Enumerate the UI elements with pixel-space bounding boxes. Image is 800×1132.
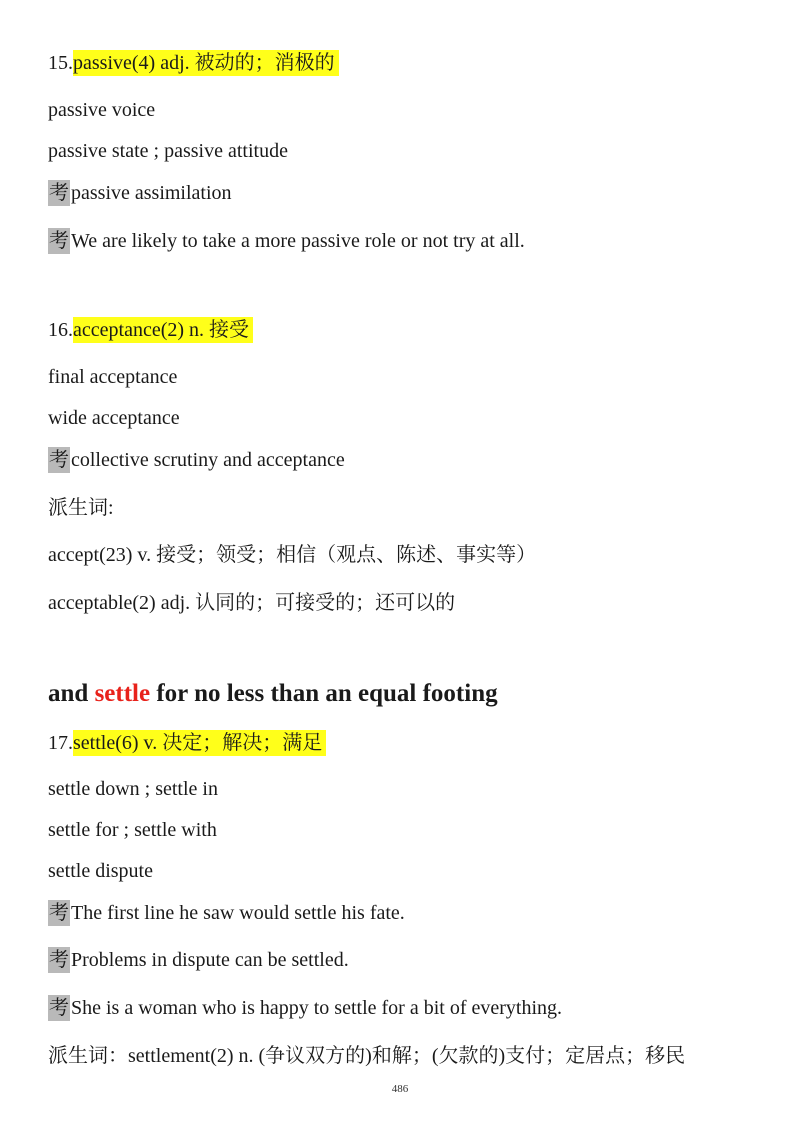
phrase-line: passive voice bbox=[48, 99, 156, 121]
exam-tag: 考 bbox=[49, 902, 69, 924]
phrase-line: passive state ; passive attitude bbox=[48, 140, 288, 162]
exam-text: We are likely to take a more passive role or not try at all. bbox=[71, 230, 525, 252]
exam-tag: 考 bbox=[49, 997, 69, 1019]
exam-tag: 考 bbox=[49, 230, 69, 252]
exam-example bbox=[48, 900, 405, 926]
exam-example bbox=[48, 447, 345, 473]
derivative-line: 派生词：settlement(2) n. (争议双方的)和解；(欠款的)支付；定居点；移民 bbox=[48, 1045, 686, 1067]
phrase-line: settle dispute bbox=[48, 860, 153, 882]
exam-tag: 考 bbox=[49, 182, 69, 204]
headword-highlight: acceptance(2) n. 接受 bbox=[73, 317, 253, 343]
page-number: 486 bbox=[391, 1083, 409, 1095]
entry-16-headword bbox=[48, 317, 253, 343]
phrase-line: settle down ; settle in bbox=[48, 778, 218, 800]
derivative-label: 派生词: bbox=[48, 497, 114, 519]
exam-text: The first line he saw would settle his fate. bbox=[71, 902, 405, 924]
exam-example bbox=[48, 180, 232, 206]
exam-example bbox=[48, 228, 525, 254]
exam-text: collective scrutiny and acceptance bbox=[71, 449, 345, 471]
exam-example bbox=[48, 995, 562, 1021]
exam-text: She is a woman who is happy to settle for a bit of everything. bbox=[71, 997, 563, 1019]
entry-number: 17. bbox=[48, 732, 73, 754]
entry-17-headword bbox=[48, 730, 326, 756]
entry-15-headword bbox=[48, 50, 339, 76]
phrase-line: wide acceptance bbox=[48, 407, 180, 429]
heading-before: and bbox=[48, 680, 95, 707]
section-heading bbox=[48, 678, 498, 710]
entry-number: 15. bbox=[48, 52, 73, 74]
exam-text: Problems in dispute can be settled. bbox=[71, 949, 349, 971]
heading-after: for no less than an equal footing bbox=[150, 680, 498, 707]
heading-keyword: settle bbox=[94, 680, 151, 707]
headword-highlight: settle(6) v. 决定；解决；满足 bbox=[73, 730, 326, 756]
headword-highlight: passive(4) adj. 被动的；消极的 bbox=[73, 50, 339, 76]
exam-example bbox=[48, 947, 349, 973]
phrase-line: settle for ; settle with bbox=[48, 819, 217, 841]
entry-number: 16. bbox=[48, 319, 73, 341]
exam-tag: 考 bbox=[49, 449, 69, 471]
derivative-line: accept(23) v. 接受；领受；相信（观点、陈述、事实等） bbox=[48, 544, 537, 566]
phrase-line: final acceptance bbox=[48, 366, 178, 388]
exam-text: passive assimilation bbox=[71, 182, 232, 204]
derivative-line: acceptable(2) adj. 认同的；可接受的；还可以的 bbox=[48, 592, 456, 614]
exam-tag: 考 bbox=[49, 949, 69, 971]
